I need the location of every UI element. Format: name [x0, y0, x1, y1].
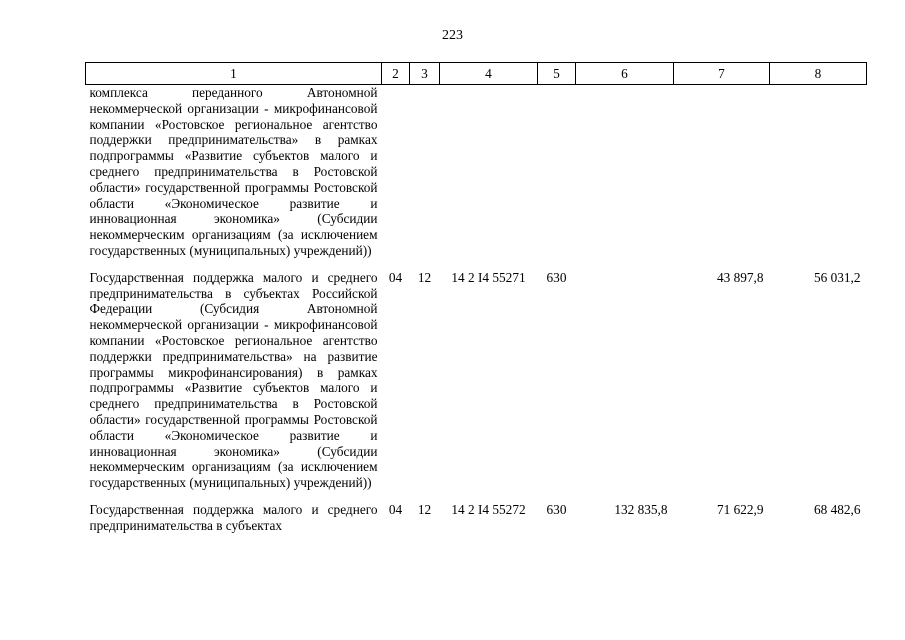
header-col-6: 6 — [576, 63, 674, 85]
row-amount-col7: 43 897,8 — [716, 269, 764, 285]
header-col-2: 2 — [382, 63, 410, 85]
row-spacer — [86, 259, 867, 270]
header-col-3: 3 — [410, 63, 440, 85]
header-col-1: 1 — [86, 63, 382, 85]
table-row — [86, 502, 867, 534]
header-col-7: 7 — [674, 63, 770, 85]
row-target-article: 14 2 I4 55271 — [451, 269, 526, 285]
row-expense-type — [538, 85, 576, 259]
row-amount-col6: 132 835,8 — [614, 501, 668, 517]
table-body — [86, 85, 867, 534]
row-amount-col7: 71 622,9 — [716, 501, 764, 517]
header-col-5: 5 — [538, 63, 576, 85]
row-amount-col8: 56 031,2 — [813, 269, 861, 285]
row-amount-col6 — [576, 85, 674, 259]
row-spacer — [86, 491, 867, 502]
table-row — [86, 85, 867, 259]
row-description: Государственная поддержка малого и среднего предпринимательства в субъектах — [89, 501, 378, 533]
row-expense-type: 630 — [546, 269, 567, 285]
header-col-4: 4 — [440, 63, 538, 85]
row-subsection: 12 — [417, 501, 432, 517]
row-section: 04 — [388, 501, 403, 517]
row-subsection: 12 — [417, 269, 432, 285]
row-amount-col8 — [770, 85, 867, 259]
row-amount-col6 — [576, 270, 674, 491]
table-row — [86, 270, 867, 491]
header-row — [86, 63, 867, 85]
header-col-8: 8 — [770, 63, 867, 85]
row-amount-col8: 68 482,6 — [813, 501, 861, 517]
row-description: Государственная поддержка малого и среднего предпринимательства в субъектах Российской Федерации (Субсидия Автономной некоммерческой организации - микрофинансовой компании «Ростовское региональное агентство поддержки предпринимательства» на развитие программы микрофинансирования) в рамках подпрограммы «Развитие субъектов малого и среднего предпринимательства в Ростовской области» государственной программы Ростовской области «Экономическое развитие и инновационная экономика» (Субсидии некоммерческим организациям (за исключением государственных (муниципальных) учреждений)) — [89, 269, 378, 491]
budget-table — [85, 62, 867, 534]
row-expense-type: 630 — [546, 501, 567, 517]
row-target-article: 14 2 I4 55272 — [451, 501, 526, 517]
row-section: 04 — [388, 269, 403, 285]
row-amount-col7 — [674, 85, 770, 259]
table-header — [86, 63, 867, 85]
row-subsection — [410, 85, 440, 259]
page-number: 223 — [442, 28, 463, 43]
row-description: комплекса переданного Автономной некоммерческой организации - микрофинансовой компании «Ростовское региональное агентство поддержки предпринимательства» в рамках подпрограммы «Развитие субъектов малого и среднего предпринимательства в Ростовской области» государственной программы Ростовской области «Экономическое развитие и инновационная экономика» (Субсидии некоммерческим организациям (за исключением государственных (муниципальных) учреждений)) — [89, 85, 378, 258]
row-target-article — [440, 85, 538, 259]
row-section — [382, 85, 410, 259]
